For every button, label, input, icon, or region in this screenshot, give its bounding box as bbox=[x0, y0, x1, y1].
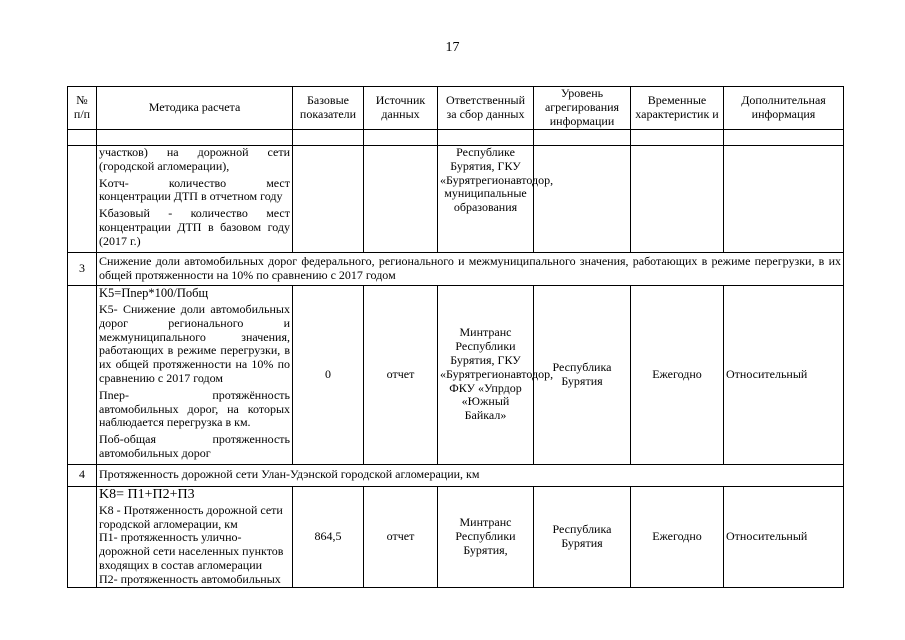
indicator-row-4 bbox=[68, 486, 844, 587]
continued-row bbox=[68, 146, 844, 253]
source-value: отчет bbox=[364, 285, 438, 464]
indicator-row-3 bbox=[68, 285, 844, 464]
section-title: Снижение доли автомобильных дорог федерального, регионального и межмуниципального значения, работающих в режиме перегрузки, в их общей протяженности на 10% по сравнению с 2017 годом bbox=[97, 252, 844, 285]
method-line: Kбазовый - количество мест концентрации ДТП в базовом году (2017 г.) bbox=[99, 206, 290, 248]
level-value: Республика Бурятия bbox=[534, 486, 631, 587]
col-header-level: Уровень агрегирования информации bbox=[534, 87, 631, 130]
page-number: 17 bbox=[445, 40, 460, 55]
formula: K5=Пnep*100/Побщ bbox=[99, 285, 209, 300]
method-line: Поб-общая протяженность автомобильных дорог bbox=[99, 432, 290, 460]
responsible-value: Минтранс Республики Бурятия, ГКУ «Бурятрегионавтодор, ФКУ «Упрдор «Южный Байкал» bbox=[438, 285, 534, 464]
level-value: Республика Бурятия bbox=[534, 285, 631, 464]
col-header-extra: Дополнительная информация bbox=[724, 87, 844, 130]
responsible-value: Минтранс Республики Бурятия, bbox=[438, 486, 534, 587]
section-row-3 bbox=[68, 252, 844, 285]
method-line: П1- протяженность улично-дорожной сети населенных пунктов входящих в состав агломерации bbox=[99, 530, 284, 572]
method-cell bbox=[97, 146, 293, 253]
section-row-4 bbox=[68, 464, 844, 486]
method-cell bbox=[97, 486, 293, 587]
spacer-row bbox=[68, 130, 844, 146]
extra-value: Относительный bbox=[724, 285, 844, 464]
section-title: Протяженность дорожной сети Улан-Удэнской городской агломерации, км bbox=[97, 464, 844, 486]
col-header-number: № п/п bbox=[68, 87, 97, 130]
col-header-base: Базовые показатели bbox=[293, 87, 364, 130]
method-line: П2- протяженность автомобильных bbox=[99, 571, 281, 586]
extra-value: Относительный bbox=[724, 486, 844, 587]
method-line: участков) на дорожной сети (городской агломерации), bbox=[99, 145, 290, 173]
method-line: Пnep- протяжённость автомобильных дорог, на которых наблюдается перегрузка в км. bbox=[99, 387, 290, 430]
time-value: Ежегодно bbox=[631, 285, 724, 464]
col-header-responsible: Ответственный за сбор данных bbox=[438, 87, 534, 130]
section-number: 3 bbox=[68, 252, 97, 285]
col-header-source: Источник данных bbox=[364, 87, 438, 130]
col-header-method: Методика расчета bbox=[97, 87, 293, 130]
base-value: 864,5 bbox=[293, 486, 364, 587]
method-line: K5- Снижение доли автомобильных дорог регионального и межмуниципального значения, работающих в режиме перегрузки, в их общей протяженности на 10% по сравнению с 2017 годом bbox=[99, 301, 290, 385]
method-line: Kотч- количество мест концентрации ДТП в отчетном году bbox=[99, 175, 290, 204]
method-cell bbox=[97, 285, 293, 464]
time-value: Ежегодно bbox=[631, 486, 724, 587]
method-line: K8 - Протяженность дорожной сети городской агломерации, км bbox=[99, 502, 283, 531]
base-value: 0 bbox=[293, 285, 364, 464]
source-value: отчет bbox=[364, 486, 438, 587]
formula: K8= П1+П2+П3 bbox=[99, 486, 195, 502]
responsible-cell: Республике Бурятия, ГКУ «Бурятрегионавтодор, муниципальные образования bbox=[438, 146, 534, 253]
header-row bbox=[68, 87, 844, 130]
section-number: 4 bbox=[68, 464, 97, 486]
indicators-table bbox=[67, 86, 844, 588]
col-header-time: Временные характеристик и bbox=[631, 87, 724, 130]
